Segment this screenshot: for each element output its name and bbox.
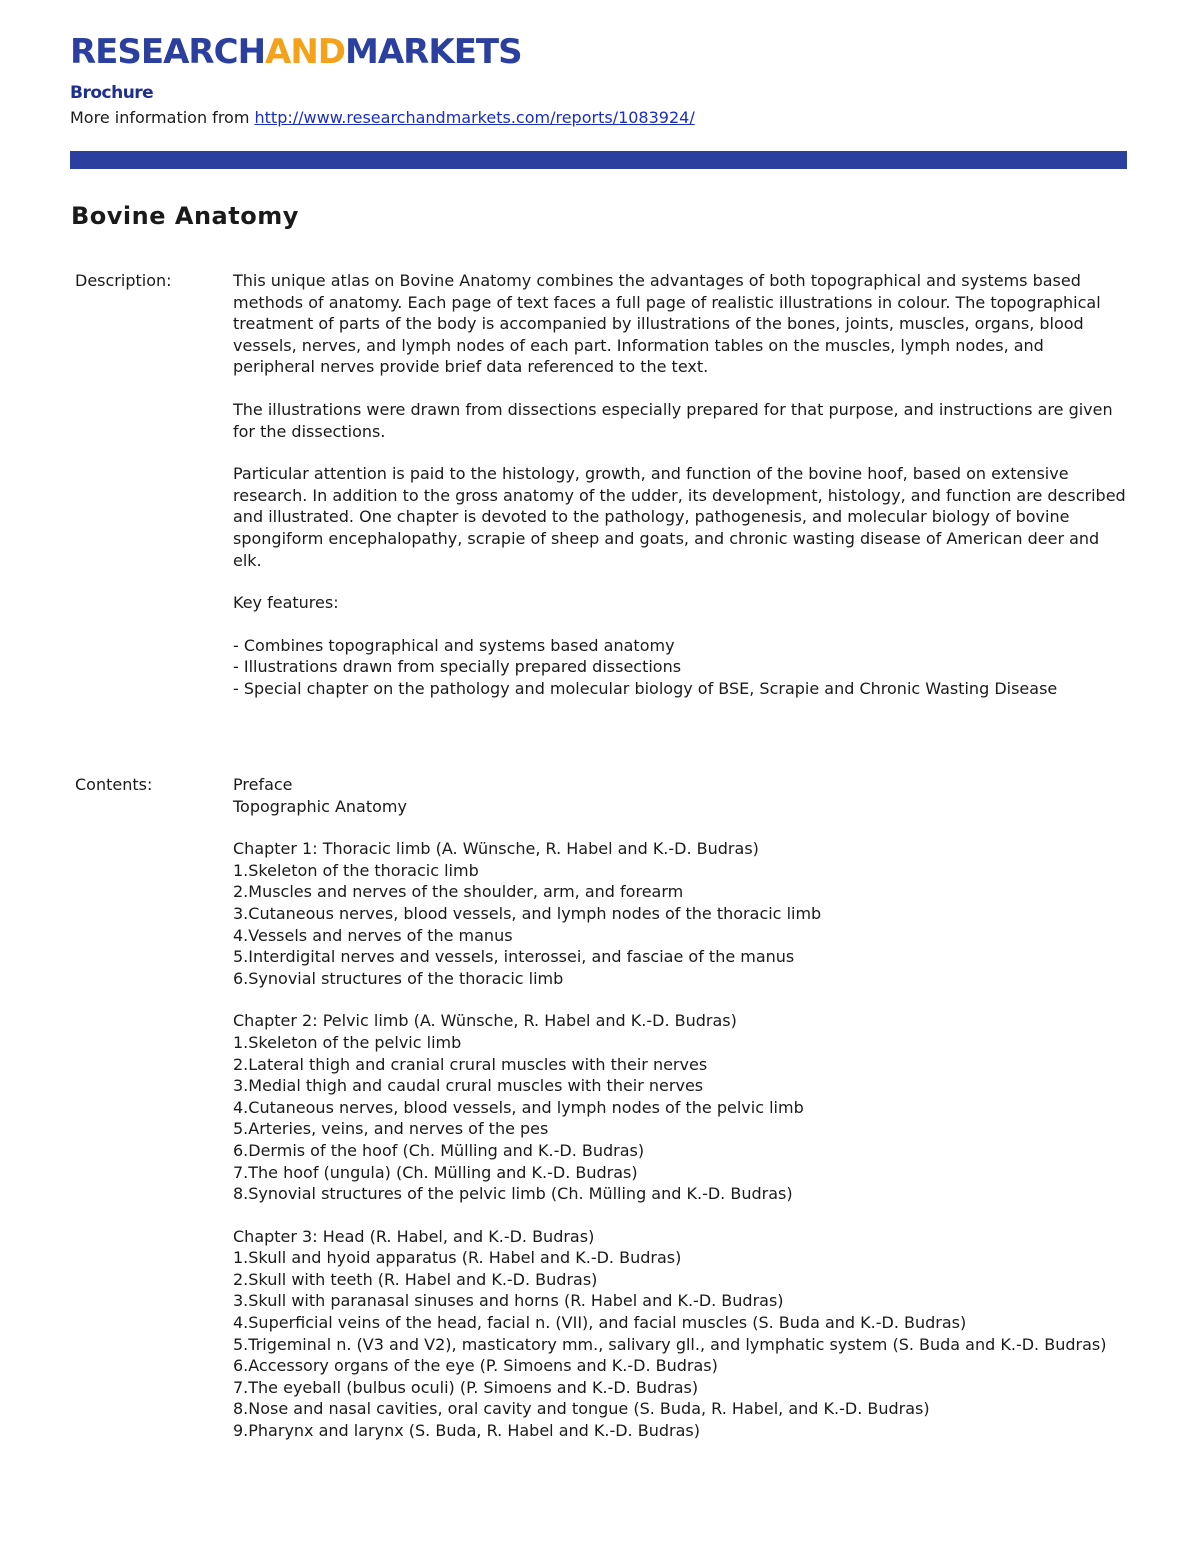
chapter-item: 7.The hoof (ungula) (Ch. Mülling and K.-D. Budras) (233, 1162, 638, 1182)
logo-and: AND (265, 32, 346, 72)
chapter-item: 9.Pharynx and larynx (S. Buda, R. Habel and K.-D. Budras) (233, 1421, 700, 1441)
description-paragraph: This unique atlas on Bovine Anatomy combines the advantages of both topographical and systems based methods of anatomy. Each page of text faces a full page of realistic illustrations in colour. The topographical treatment of parts of the body is accompanied by illustrations of the bones, joints, muscles, organs, blood vessels, nerves, and lymph nodes of each part. Information tables on the muscles, lymph nodes, and peripheral nerves provide brief data referenced to the text. (233, 271, 1101, 377)
description-paragraph: Particular attention is paid to the histology, growth, and function of the bovine hoof, based on extensive research. In addition to the gross anatomy of the udder, its development, histology, and function are described and illustrated. One chapter is devoted to the pathology, pathogenesis, and molecular biology of bovine spongiform encephalopathy, scrapie of sheep and goats, and chronic wasting disease of American deer and elk. (233, 464, 1126, 570)
chapter-item: 4.Cutaneous nerves, blood vessels, and lymph nodes of the pelvic limb (233, 1097, 804, 1117)
chapter-item: 3.Medial thigh and caudal crural muscles with their nerves (233, 1076, 704, 1096)
chapter-item: 1.Skeleton of the thoracic limb (233, 860, 479, 880)
description-label: Description: (75, 271, 172, 290)
header-divider-bar (70, 151, 1127, 169)
chapter-item: 4.Vessels and nerves of the manus (233, 925, 513, 945)
key-feature-item: - Combines topographical and systems based anatomy (233, 635, 675, 655)
chapter-heading: Chapter 3: Head (R. Habel, and K.-D. Budras) (233, 1226, 595, 1246)
chapter-item: 1.Skull and hyoid apparatus (R. Habel and K.-D. Budras) (233, 1248, 682, 1268)
more-info-prefix: More information from (70, 108, 255, 127)
logo-research: RESEARCH (70, 32, 266, 72)
chapter-item: 5.Interdigital nerves and vessels, interossei, and fasciae of the manus (233, 947, 795, 967)
logo (70, 32, 522, 72)
chapter-item: 6.Dermis of the hoof (Ch. Mülling and K.-D. Budras) (233, 1140, 645, 1160)
chapter-heading: Chapter 2: Pelvic limb (A. Wünsche, R. Habel and K.-D. Budras) (233, 1011, 737, 1031)
chapter-item: 5.Trigeminal n. (V3 and V2), masticatory mm., salivary gll., and lymphatic system (S. Buda and K.-D. Budras) (233, 1334, 1107, 1354)
brochure-label: Brochure (70, 83, 154, 103)
report-link[interactable]: http://www.researchandmarkets.com/reports/1083924/ (254, 108, 695, 127)
description-body (233, 270, 1127, 700)
chapter-heading: Chapter 1: Thoracic limb (A. Wünsche, R. Habel and K.-D. Budras) (233, 839, 759, 859)
page-title: Bovine Anatomy (71, 202, 299, 230)
chapter-item: 4.Superficial veins of the head, facial n. (VII), and facial muscles (S. Buda and K.-D. Budras) (233, 1313, 967, 1333)
chapter-item: 8.Synovial structures of the pelvic limb (Ch. Mülling and K.-D. Budras) (233, 1184, 793, 1204)
chapter-item: 5.Arteries, veins, and nerves of the pes (233, 1119, 549, 1139)
chapter-item: 8.Nose and nasal cavities, oral cavity and tongue (S. Buda, R. Habel, and K.-D. Budras) (233, 1399, 930, 1419)
key-features-label: Key features: (233, 593, 339, 613)
contents-intro-item: Preface (233, 775, 293, 794)
contents-body (233, 774, 1127, 1442)
description-paragraph: The illustrations were drawn from dissections especially prepared for that purpose, and instructions are given for the dissections. (233, 399, 1113, 441)
chapter-item: 3.Cutaneous nerves, blood vessels, and lymph nodes of the thoracic limb (233, 903, 822, 923)
chapter-item: 6.Accessory organs of the eye (P. Simoens and K.-D. Budras) (233, 1356, 718, 1376)
key-feature-item: - Illustrations drawn from specially prepared dissections (233, 657, 682, 677)
chapter-item: 7.The eyeball (bulbus oculi) (P. Simoens and K.-D. Budras) (233, 1377, 699, 1397)
more-info-line (70, 108, 695, 128)
chapter-item: 1.Skeleton of the pelvic limb (233, 1032, 462, 1052)
chapter-item: 6.Synovial structures of the thoracic limb (233, 968, 564, 988)
chapter-item: 2.Skull with teeth (R. Habel and K.-D. Budras) (233, 1269, 598, 1289)
contents-label: Contents: (75, 775, 153, 794)
chapter-item: 2.Lateral thigh and cranial crural muscles with their nerves (233, 1054, 708, 1074)
key-feature-item: - Special chapter on the pathology and molecular biology of BSE, Scrapie and Chronic Wasting Disease (233, 678, 1058, 698)
contents-intro-item: Topographic Anatomy (233, 796, 407, 816)
chapter-item: 3.Skull with paranasal sinuses and horns (R. Habel and K.-D. Budras) (233, 1291, 784, 1311)
logo-markets: MARKETS (345, 32, 522, 72)
chapter-item: 2.Muscles and nerves of the shoulder, arm, and forearm (233, 882, 684, 902)
